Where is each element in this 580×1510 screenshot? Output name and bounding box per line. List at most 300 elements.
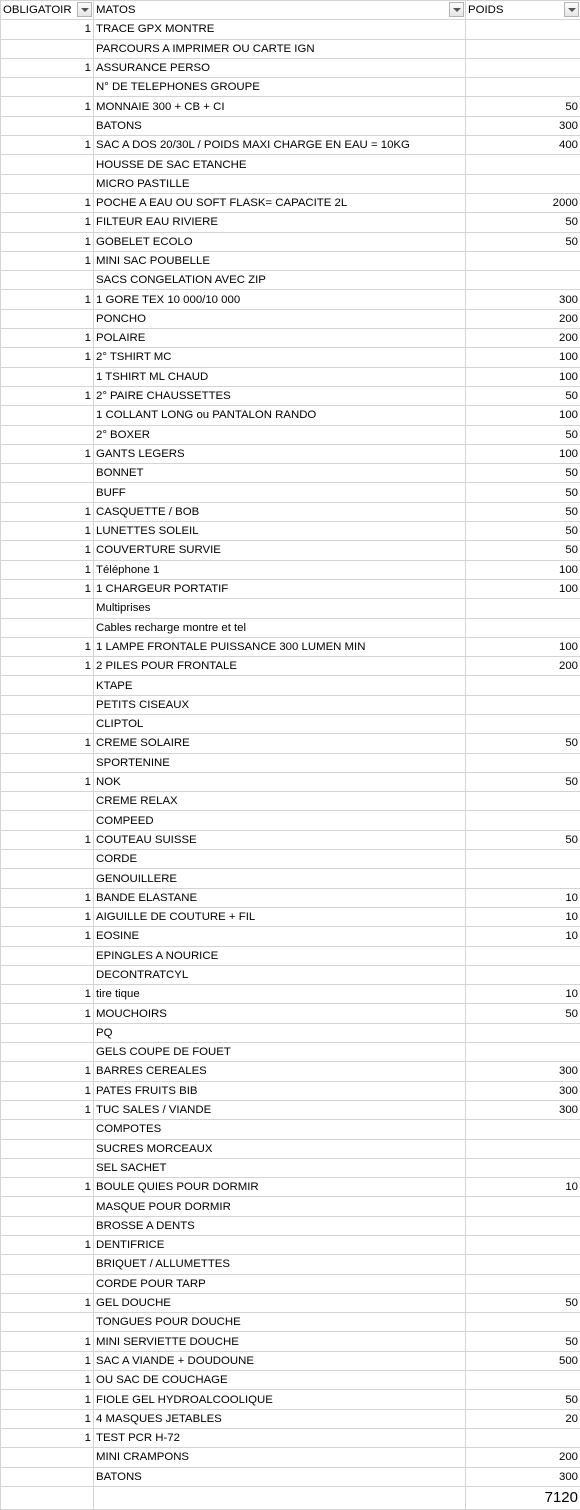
- obligatoire-cell[interactable]: 1: [1, 772, 94, 791]
- obligatoire-cell[interactable]: [1, 1197, 94, 1216]
- poids-cell[interactable]: [466, 1158, 580, 1177]
- poids-cell[interactable]: 50: [466, 425, 580, 444]
- matos-cell[interactable]: CASQUETTE / BOB: [94, 502, 466, 521]
- table-row: [1, 348, 580, 367]
- obligatoire-cell[interactable]: [1, 406, 94, 425]
- matos-cell[interactable]: SEL SACHET: [94, 1158, 466, 1177]
- obligatoire-cell[interactable]: [1, 1158, 94, 1177]
- obligatoire-cell[interactable]: [1, 618, 94, 637]
- poids-cell[interactable]: [466, 20, 580, 39]
- matos-cell[interactable]: 1 COLLANT LONG ou PANTALON RANDO: [94, 406, 466, 425]
- table-row: [1, 753, 580, 772]
- table-row: [1, 772, 580, 791]
- table-row: [1, 193, 580, 212]
- matos-cell[interactable]: TUC SALES / VIANDE: [94, 1100, 466, 1119]
- matos-cell[interactable]: 1 GORE TEX 10 000/10 000: [94, 290, 466, 309]
- table-row: [1, 734, 580, 753]
- obligatoire-cell[interactable]: [1, 78, 94, 97]
- matos-cell[interactable]: TRACE GPX MONTRE: [94, 20, 466, 39]
- matos-cell[interactable]: SAC A DOS 20/30L / POIDS MAXI CHARGE EN EAU = 10KG: [94, 136, 466, 155]
- poids-cell[interactable]: [466, 1255, 580, 1274]
- obligatoire-cell[interactable]: [1, 155, 94, 174]
- matos-cell[interactable]: POCHE A EAU OU SOFT FLASK= CAPACITE 2L: [94, 193, 466, 212]
- matos-cell[interactable]: MINI CRAMPONS: [94, 1448, 466, 1467]
- obligatoire-cell[interactable]: 1: [1, 830, 94, 849]
- obligatoire-cell[interactable]: 1: [1, 1409, 94, 1428]
- matos-cell[interactable]: BATONS: [94, 1467, 466, 1486]
- obligatoire-cell[interactable]: 1: [1, 1371, 94, 1390]
- matos-cell[interactable]: 2° BOXER: [94, 425, 466, 444]
- poids-cell[interactable]: [466, 811, 580, 830]
- obligatoire-cell[interactable]: [1, 1139, 94, 1158]
- obligatoire-cell[interactable]: [1, 1274, 94, 1293]
- poids-cell[interactable]: [466, 271, 580, 290]
- table-row: [1, 386, 580, 405]
- obligatoire-cell[interactable]: 1: [1, 541, 94, 560]
- matos-cell[interactable]: 2° PAIRE CHAUSSETTES: [94, 386, 466, 405]
- total-weight-cell[interactable]: 7120: [466, 1486, 580, 1509]
- obligatoire-cell[interactable]: 1: [1, 657, 94, 676]
- matos-cell[interactable]: 1 CHARGEUR PORTATIF: [94, 579, 466, 598]
- table-row: [1, 309, 580, 328]
- obligatoire-cell[interactable]: 1: [1, 386, 94, 405]
- table-row: [1, 1390, 580, 1409]
- matos-cell[interactable]: FIOLE GEL HYDROALCOOLIQUE: [94, 1390, 466, 1409]
- obligatoire-cell[interactable]: [1, 753, 94, 772]
- obligatoire-cell[interactable]: 1: [1, 1236, 94, 1255]
- matos-cell[interactable]: Cables recharge montre et tel: [94, 618, 466, 637]
- obligatoire-cell[interactable]: 1: [1, 232, 94, 251]
- obligatoire-cell[interactable]: [1, 1120, 94, 1139]
- table-row: [1, 1062, 580, 1081]
- obligatoire-cell[interactable]: 1: [1, 579, 94, 598]
- obligatoire-cell[interactable]: 1: [1, 522, 94, 541]
- poids-cell[interactable]: 300: [466, 1100, 580, 1119]
- matos-cell[interactable]: AIGUILLE DE COUTURE + FIL: [94, 907, 466, 926]
- obligatoire-cell[interactable]: 1: [1, 251, 94, 270]
- poids-cell[interactable]: 300: [466, 290, 580, 309]
- poids-cell[interactable]: 50: [466, 464, 580, 483]
- poids-cell[interactable]: [466, 1120, 580, 1139]
- obligatoire-cell[interactable]: 1: [1, 1178, 94, 1197]
- poids-cell[interactable]: [466, 599, 580, 618]
- matos-cell[interactable]: SACS CONGELATION AVEC ZIP: [94, 271, 466, 290]
- obligatoire-cell[interactable]: 1: [1, 290, 94, 309]
- obligatoire-cell[interactable]: 1: [1, 1081, 94, 1100]
- table-row: [1, 251, 580, 270]
- table-row: [1, 213, 580, 232]
- table-row: [1, 1448, 580, 1467]
- obligatoire-cell[interactable]: [1, 1313, 94, 1332]
- table-row: [1, 136, 580, 155]
- matos-cell[interactable]: SAC A VIANDE + DOUDOUNE: [94, 1351, 466, 1370]
- matos-cell[interactable]: PARCOURS A IMPRIMER OU CARTE IGN: [94, 39, 466, 58]
- poids-cell[interactable]: 300: [466, 1467, 580, 1486]
- matos-cell[interactable]: KTAPE: [94, 676, 466, 695]
- table-row: [1, 599, 580, 618]
- poids-cell[interactable]: 50: [466, 734, 580, 753]
- obligatoire-cell[interactable]: [1, 1043, 94, 1062]
- matos-cell[interactable]: N° DE TELEPHONES GROUPE: [94, 78, 466, 97]
- table-row: [1, 946, 580, 965]
- poids-cell[interactable]: 50: [466, 1390, 580, 1409]
- obligatoire-cell[interactable]: [1, 811, 94, 830]
- matos-cell[interactable]: BUFF: [94, 483, 466, 502]
- table-row: [1, 1236, 580, 1255]
- poids-cell[interactable]: 10: [466, 907, 580, 926]
- table-row: [1, 1332, 580, 1351]
- obligatoire-cell[interactable]: 1: [1, 97, 94, 116]
- matos-cell[interactable]: ASSURANCE PERSO: [94, 58, 466, 77]
- poids-cell[interactable]: [466, 1313, 580, 1332]
- matos-cell[interactable]: BATONS: [94, 116, 466, 135]
- matos-cell[interactable]: GENOUILLERE: [94, 869, 466, 888]
- column-header-label: OBLIGATOIR: [3, 4, 72, 16]
- table-row: [1, 792, 580, 811]
- obligatoire-cell[interactable]: 1: [1, 213, 94, 232]
- poids-cell[interactable]: [466, 850, 580, 869]
- matos-cell[interactable]: SPORTENINE: [94, 753, 466, 772]
- matos-cell[interactable]: CREME RELAX: [94, 792, 466, 811]
- obligatoire-cell[interactable]: [1, 695, 94, 714]
- poids-cell[interactable]: [466, 174, 580, 193]
- matos-cell[interactable]: NOK: [94, 772, 466, 791]
- table-row: [1, 174, 580, 193]
- matos-cell[interactable]: BARRES CEREALES: [94, 1062, 466, 1081]
- obligatoire-cell[interactable]: 1: [1, 560, 94, 579]
- obligatoire-cell[interactable]: 1: [1, 1062, 94, 1081]
- table-row: [1, 39, 580, 58]
- matos-cell[interactable]: Multiprises: [94, 599, 466, 618]
- obligatoire-cell[interactable]: [1, 599, 94, 618]
- column-header-matos[interactable]: [94, 1, 466, 20]
- table-row: [1, 329, 580, 348]
- obligatoire-cell[interactable]: 1: [1, 444, 94, 463]
- obligatoire-cell[interactable]: [1, 116, 94, 135]
- poids-cell[interactable]: 50: [466, 232, 580, 251]
- matos-cell[interactable]: SUCRES MORCEAUX: [94, 1139, 466, 1158]
- obligatoire-cell[interactable]: [1, 1448, 94, 1467]
- poids-cell[interactable]: 100: [466, 579, 580, 598]
- matos-cell[interactable]: EOSINE: [94, 927, 466, 946]
- poids-cell[interactable]: [466, 946, 580, 965]
- obligatoire-cell[interactable]: [1, 869, 94, 888]
- matos-cell[interactable]: MASQUE POUR DORMIR: [94, 1197, 466, 1216]
- column-header-label: POIDS: [468, 4, 503, 16]
- table-row: [1, 502, 580, 521]
- obligatoire-cell[interactable]: [1, 946, 94, 965]
- poids-cell[interactable]: [466, 78, 580, 97]
- column-header-obligatoire[interactable]: [1, 1, 94, 20]
- table-row: [1, 714, 580, 733]
- poids-cell[interactable]: [466, 58, 580, 77]
- header-row: [1, 1, 580, 20]
- poids-cell[interactable]: [466, 1139, 580, 1158]
- poids-cell[interactable]: [466, 39, 580, 58]
- obligatoire-cell[interactable]: [1, 483, 94, 502]
- poids-cell[interactable]: [466, 618, 580, 637]
- poids-cell[interactable]: [466, 714, 580, 733]
- matos-cell[interactable]: COMPEED: [94, 811, 466, 830]
- table-row: [1, 1158, 580, 1177]
- obligatoire-cell[interactable]: [1, 464, 94, 483]
- obligatoire-cell[interactable]: 1: [1, 348, 94, 367]
- poids-cell[interactable]: 100: [466, 444, 580, 463]
- matos-cell[interactable]: OU SAC DE COUCHAGE: [94, 1371, 466, 1390]
- filter-dropdown-icon[interactable]: [77, 2, 92, 17]
- table-row: [1, 20, 580, 39]
- obligatoire-cell[interactable]: [1, 714, 94, 733]
- table-row: [1, 116, 580, 135]
- obligatoire-cell[interactable]: 1: [1, 136, 94, 155]
- table-row: [1, 1428, 580, 1447]
- table-row: [1, 637, 580, 656]
- table-row: [1, 155, 580, 174]
- matos-cell[interactable]: CORDE: [94, 850, 466, 869]
- obligatoire-cell[interactable]: 1: [1, 20, 94, 39]
- poids-cell[interactable]: 200: [466, 1448, 580, 1467]
- table-row: [1, 657, 580, 676]
- table-row: [1, 1023, 580, 1042]
- matos-cell[interactable]: MINI SAC POUBELLE: [94, 251, 466, 270]
- obligatoire-cell[interactable]: 1: [1, 1100, 94, 1119]
- poids-cell[interactable]: 50: [466, 213, 580, 232]
- poids-cell[interactable]: [466, 1216, 580, 1235]
- matos-cell[interactable]: MOUCHOIRS: [94, 1004, 466, 1023]
- table-row: [1, 1100, 580, 1119]
- poids-cell[interactable]: [466, 251, 580, 270]
- matos-cell[interactable]: MINI SERVIETTE DOUCHE: [94, 1332, 466, 1351]
- obligatoire-cell[interactable]: 1: [1, 1293, 94, 1312]
- poids-cell[interactable]: 2000: [466, 193, 580, 212]
- table-row: [1, 560, 580, 579]
- matos-cell[interactable]: BOULE QUIES POUR DORMIR: [94, 1178, 466, 1197]
- obligatoire-cell[interactable]: 1: [1, 1390, 94, 1409]
- poids-cell[interactable]: [466, 1197, 580, 1216]
- obligatoire-cell[interactable]: [1, 965, 94, 984]
- obligatoire-cell[interactable]: [1, 850, 94, 869]
- matos-cell[interactable]: LUNETTES SOLEIL: [94, 522, 466, 541]
- poids-cell[interactable]: 200: [466, 329, 580, 348]
- poids-cell[interactable]: 100: [466, 367, 580, 386]
- matos-cell[interactable]: GELS COUPE DE FOUET: [94, 1043, 466, 1062]
- table-row: [1, 1351, 580, 1370]
- poids-cell[interactable]: [466, 1023, 580, 1042]
- poids-cell[interactable]: [466, 1428, 580, 1447]
- matos-cell[interactable]: MICRO PASTILLE: [94, 174, 466, 193]
- poids-cell[interactable]: 10: [466, 888, 580, 907]
- table-row: [1, 869, 580, 888]
- poids-cell[interactable]: [466, 1371, 580, 1390]
- table-row: [1, 811, 580, 830]
- poids-cell[interactable]: 300: [466, 116, 580, 135]
- poids-cell[interactable]: [466, 1043, 580, 1062]
- matos-cell[interactable]: EPINGLES A NOURICE: [94, 946, 466, 965]
- table-row: [1, 1274, 580, 1293]
- matos-cell[interactable]: FILTEUR EAU RIVIERE: [94, 213, 466, 232]
- obligatoire-cell[interactable]: [1, 792, 94, 811]
- matos-cell[interactable]: TEST PCR H-72: [94, 1428, 466, 1447]
- table-row: [1, 522, 580, 541]
- matos-cell[interactable]: GANTS LEGERS: [94, 444, 466, 463]
- matos-cell[interactable]: GEL DOUCHE: [94, 1293, 466, 1312]
- matos-cell[interactable]: 2 PILES POUR FRONTALE: [94, 657, 466, 676]
- poids-cell[interactable]: 300: [466, 1062, 580, 1081]
- poids-cell[interactable]: 10: [466, 985, 580, 1004]
- matos-cell[interactable]: HOUSSE DE SAC ETANCHE: [94, 155, 466, 174]
- obligatoire-cell[interactable]: 1: [1, 1004, 94, 1023]
- matos-cell[interactable]: 1 LAMPE FRONTALE PUISSANCE 300 LUMEN MIN: [94, 637, 466, 656]
- matos-cell[interactable]: CLIPTOL: [94, 714, 466, 733]
- matos-cell[interactable]: DENTIFRICE: [94, 1236, 466, 1255]
- matos-cell[interactable]: PQ: [94, 1023, 466, 1042]
- obligatoire-cell[interactable]: [1, 1467, 94, 1486]
- poids-cell[interactable]: 50: [466, 483, 580, 502]
- poids-cell[interactable]: 300: [466, 1081, 580, 1100]
- column-header-poids[interactable]: [466, 1, 580, 20]
- poids-cell[interactable]: [466, 965, 580, 984]
- table-row: [1, 1409, 580, 1428]
- table-row: [1, 1043, 580, 1062]
- matos-cell[interactable]: PATES FRUITS BIB: [94, 1081, 466, 1100]
- obligatoire-cell[interactable]: [1, 271, 94, 290]
- obligatoire-cell[interactable]: [1, 39, 94, 58]
- poids-cell[interactable]: 50: [466, 772, 580, 791]
- matos-cell[interactable]: 4 MASQUES JETABLES: [94, 1409, 466, 1428]
- matos-cell[interactable]: PONCHO: [94, 309, 466, 328]
- matos-cell[interactable]: Téléphone 1: [94, 560, 466, 579]
- obligatoire-cell[interactable]: 1: [1, 1428, 94, 1447]
- obligatoire-cell[interactable]: 1: [1, 637, 94, 656]
- obligatoire-cell[interactable]: [1, 1255, 94, 1274]
- table-row: [1, 907, 580, 926]
- table-row: [1, 97, 580, 116]
- poids-cell[interactable]: 50: [466, 1293, 580, 1312]
- obligatoire-cell[interactable]: 1: [1, 1332, 94, 1351]
- obligatoire-cell[interactable]: [1, 174, 94, 193]
- poids-cell[interactable]: [466, 1274, 580, 1293]
- poids-cell[interactable]: [466, 753, 580, 772]
- obligatoire-cell[interactable]: 1: [1, 58, 94, 77]
- matos-cell[interactable]: 2° TSHIRT MC: [94, 348, 466, 367]
- obligatoire-cell[interactable]: 1: [1, 1351, 94, 1370]
- poids-cell[interactable]: 100: [466, 406, 580, 425]
- poids-cell[interactable]: 10: [466, 927, 580, 946]
- table-row: [1, 618, 580, 637]
- poids-cell[interactable]: 500: [466, 1351, 580, 1370]
- poids-cell[interactable]: 100: [466, 637, 580, 656]
- matos-cell[interactable]: TONGUES POUR DOUCHE: [94, 1313, 466, 1332]
- poids-cell[interactable]: 100: [466, 348, 580, 367]
- matos-cell[interactable]: MONNAIE 300 + CB + CI: [94, 97, 466, 116]
- table-row: [1, 58, 580, 77]
- table-body: [1, 20, 580, 1487]
- matos-cell[interactable]: BROSSE A DENTS: [94, 1216, 466, 1235]
- poids-cell[interactable]: [466, 676, 580, 695]
- matos-cell[interactable]: 1 TSHIRT ML CHAUD: [94, 367, 466, 386]
- matos-cell[interactable]: BONNET: [94, 464, 466, 483]
- poids-cell[interactable]: 50: [466, 97, 580, 116]
- obligatoire-cell[interactable]: 1: [1, 193, 94, 212]
- table-row: [1, 425, 580, 444]
- poids-cell[interactable]: 100: [466, 560, 580, 579]
- obligatoire-cell[interactable]: [1, 425, 94, 444]
- table-row: [1, 1313, 580, 1332]
- obligatoire-cell[interactable]: 1: [1, 907, 94, 926]
- table-row: [1, 367, 580, 386]
- table-row: [1, 290, 580, 309]
- poids-cell[interactable]: [466, 155, 580, 174]
- table-row: [1, 406, 580, 425]
- column-header-label: MATOS: [96, 4, 135, 16]
- filter-dropdown-icon[interactable]: [449, 2, 464, 17]
- obligatoire-cell[interactable]: 1: [1, 502, 94, 521]
- poids-cell[interactable]: 50: [466, 502, 580, 521]
- matos-cell[interactable]: COUTEAU SUISSE: [94, 830, 466, 849]
- table-row: [1, 695, 580, 714]
- poids-cell[interactable]: 20: [466, 1409, 580, 1428]
- table-row: [1, 1197, 580, 1216]
- obligatoire-cell[interactable]: [1, 1023, 94, 1042]
- poids-cell[interactable]: 400: [466, 136, 580, 155]
- matos-cell[interactable]: PETITS CISEAUX: [94, 695, 466, 714]
- matos-cell[interactable]: COMPOTES: [94, 1120, 466, 1139]
- obligatoire-cell[interactable]: 1: [1, 734, 94, 753]
- poids-cell[interactable]: 10: [466, 1178, 580, 1197]
- matos-cell[interactable]: GOBELET ECOLO: [94, 232, 466, 251]
- obligatoire-cell[interactable]: 1: [1, 985, 94, 1004]
- matos-cell[interactable]: CORDE POUR TARP: [94, 1274, 466, 1293]
- poids-cell[interactable]: 200: [466, 309, 580, 328]
- table-row: [1, 830, 580, 849]
- matos-cell[interactable]: POLAIRE: [94, 329, 466, 348]
- poids-cell[interactable]: 50: [466, 830, 580, 849]
- table-row: [1, 1004, 580, 1023]
- obligatoire-cell[interactable]: [1, 367, 94, 386]
- poids-cell[interactable]: 50: [466, 1004, 580, 1023]
- poids-cell[interactable]: [466, 792, 580, 811]
- table-row: [1, 1255, 580, 1274]
- poids-cell[interactable]: 50: [466, 386, 580, 405]
- obligatoire-cell[interactable]: [1, 309, 94, 328]
- poids-cell[interactable]: 50: [466, 522, 580, 541]
- matos-cell[interactable]: DECONTRATCYL: [94, 965, 466, 984]
- table-row: [1, 985, 580, 1004]
- matos-cell[interactable]: BRIQUET / ALLUMETTES: [94, 1255, 466, 1274]
- matos-cell[interactable]: CREME SOLAIRE: [94, 734, 466, 753]
- poids-cell[interactable]: 50: [466, 1332, 580, 1351]
- poids-cell[interactable]: [466, 1236, 580, 1255]
- matos-cell[interactable]: BANDE ELASTANE: [94, 888, 466, 907]
- table-row: [1, 464, 580, 483]
- obligatoire-cell[interactable]: [1, 1216, 94, 1235]
- table-row: [1, 1293, 580, 1312]
- poids-cell[interactable]: [466, 695, 580, 714]
- poids-cell[interactable]: 50: [466, 541, 580, 560]
- matos-cell[interactable]: tire tique: [94, 985, 466, 1004]
- table-row: [1, 850, 580, 869]
- poids-cell[interactable]: [466, 869, 580, 888]
- matos-cell[interactable]: COUVERTURE SURVIE: [94, 541, 466, 560]
- poids-cell[interactable]: 200: [466, 657, 580, 676]
- obligatoire-cell[interactable]: 1: [1, 888, 94, 907]
- table-row: [1, 676, 580, 695]
- table-row: [1, 965, 580, 984]
- obligatoire-cell[interactable]: 1: [1, 329, 94, 348]
- obligatoire-cell[interactable]: 1: [1, 927, 94, 946]
- filter-dropdown-icon[interactable]: [564, 2, 579, 17]
- obligatoire-cell[interactable]: [1, 676, 94, 695]
